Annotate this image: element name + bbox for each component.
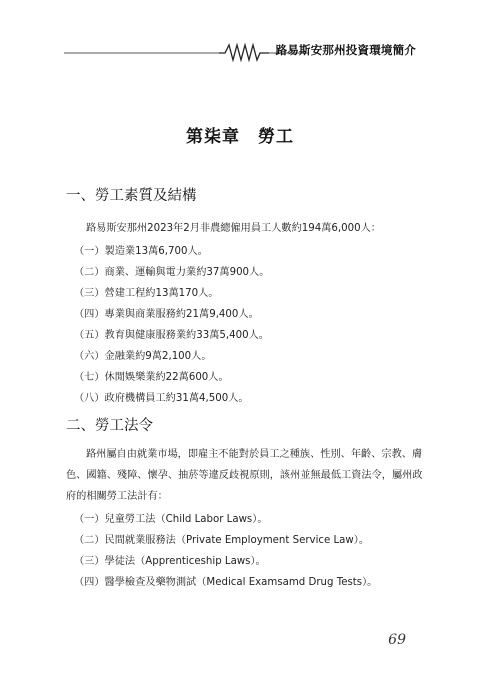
list-item-employment: （七）休閒娛樂業約22萬600人。 <box>74 372 229 383</box>
header-title: 路易斯安那州投資環境簡介 <box>275 43 416 57</box>
list-item-employment: （五）教育與健康服務業約33萬5,400人。 <box>74 330 269 341</box>
list-item-employment: （三）營建工程約13萬170人。 <box>74 288 219 299</box>
chapter-title: 第柒章 勞工 <box>186 127 294 147</box>
employment-intro: 路易斯安那州2023年2月非農總僱用員工人數約194萬6,000人： <box>86 223 381 234</box>
list-item-law: （三）學徒法（Apprenticeship Laws）。 <box>74 556 266 567</box>
list-item-employment: （一）製造業13萬6,700人。 <box>74 246 208 257</box>
page-number: 69 <box>388 632 406 648</box>
list-item-employment: （六）金融業約9萬2,100人。 <box>74 351 212 362</box>
list-item-law: （二）民間就業服務法（Private Employment Service Law）。 <box>74 535 370 546</box>
running-header <box>64 36 416 66</box>
list-item-law: （四）醫學檢查及藥物測試（Medical Examsamd Drug Tests）。 <box>74 577 378 588</box>
list-item-employment: （八）政府機構員工約31萬4,500人。 <box>74 393 249 404</box>
list-item-employment: （二）商業、運輸與電力業約37萬900人。 <box>74 267 270 278</box>
list-item-law: （一）兒童勞工法（Child Labor Laws）。 <box>74 514 268 525</box>
section-heading-labor-law: 二、勞工法令 <box>66 418 153 434</box>
list-item-employment: （四）專業與商業服務約21萬9,400人。 <box>74 309 259 320</box>
section-heading-labor-quality: 一、勞工素質及結構 <box>66 188 197 204</box>
labor-law-paragraph: 路州屬自由就業市場，即雇主不能對於員工之種族、性別、年齡、宗教、膚色、國籍、殘障、懷孕、抽菸等違反歧視原則，該州並無最低工資法令，屬州政府的相關勞工法計有： <box>66 449 423 502</box>
